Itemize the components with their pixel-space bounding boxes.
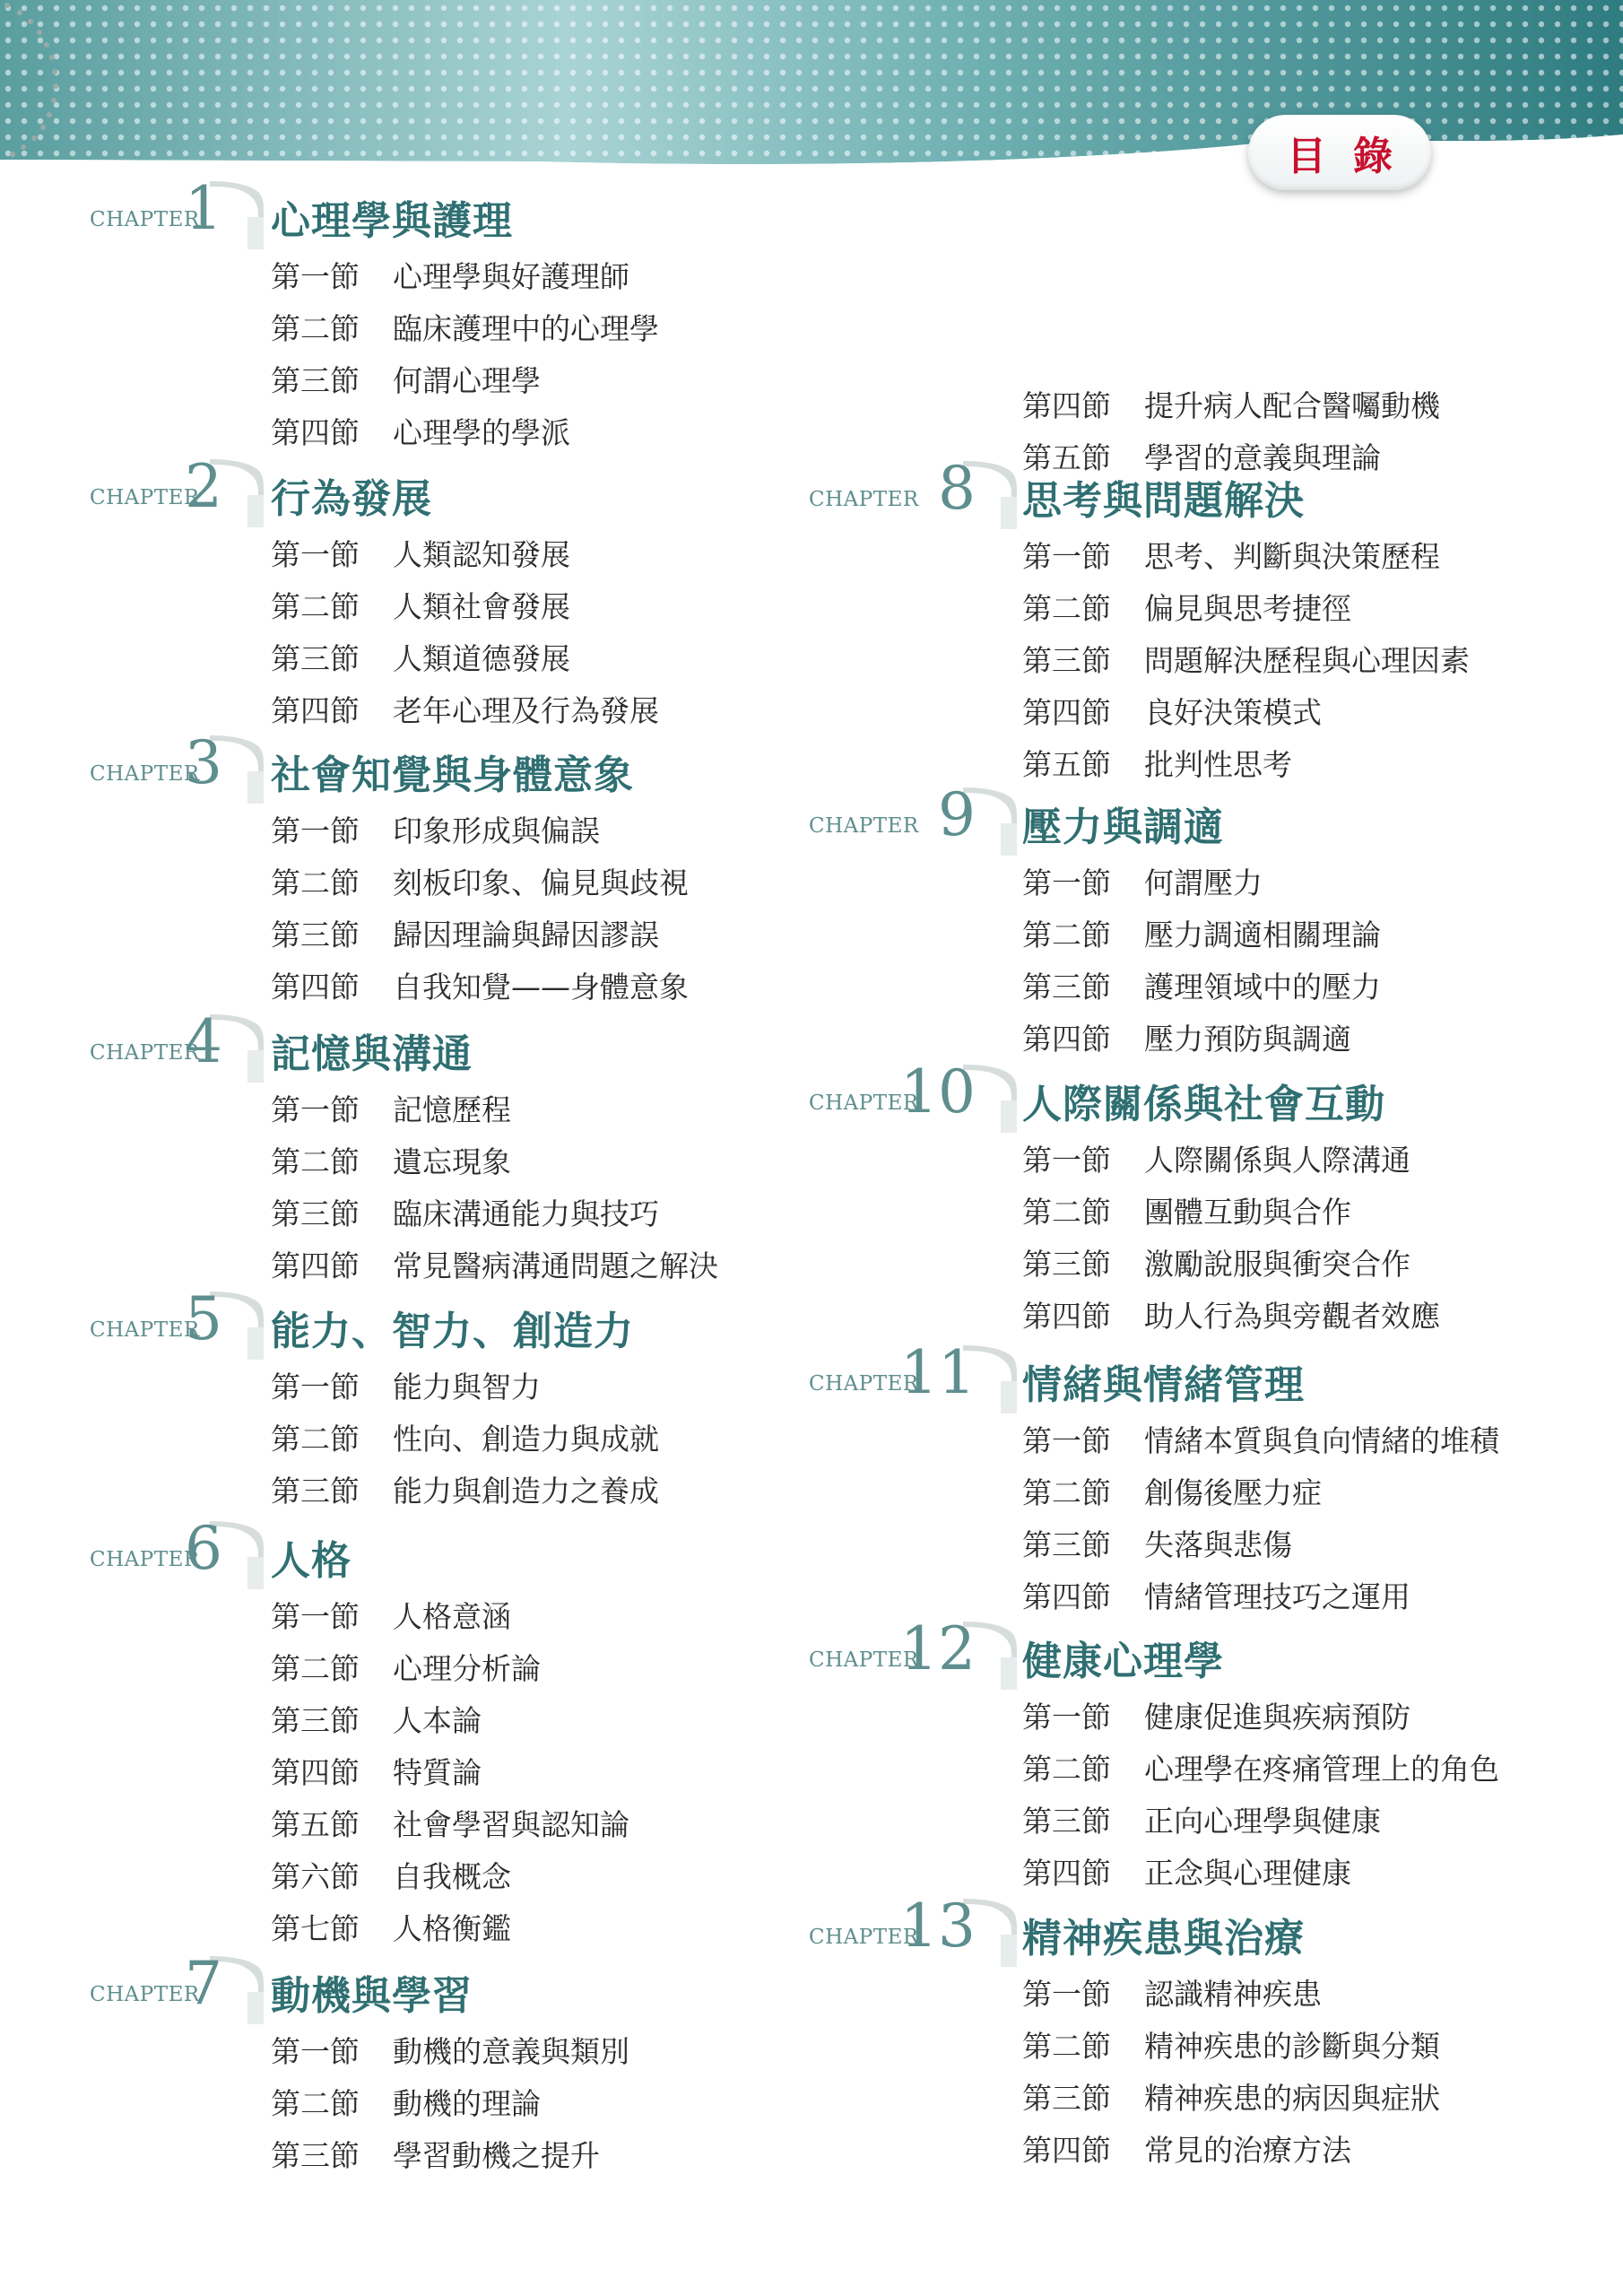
- section-label: 第四節: [1022, 1022, 1111, 1057]
- chapter-title: 精神疾患與治療: [1022, 1916, 1305, 1961]
- section-item: [1022, 857, 1263, 909]
- section-label: 第一節: [271, 1370, 360, 1405]
- section-title: 精神疾患的診斷與分類: [1144, 2029, 1440, 2064]
- section-item: [271, 1799, 629, 1851]
- chapter-word: CHAPTER: [809, 1091, 919, 1115]
- section-title: 能力與智力: [393, 1370, 541, 1405]
- section-label: 第二節: [271, 589, 360, 624]
- section-label: 第一節: [1022, 1700, 1111, 1735]
- toc-label: 目錄: [1287, 134, 1419, 179]
- section-label: 第三節: [271, 2138, 360, 2173]
- section-label: 第二節: [271, 311, 360, 346]
- section-label: 第二節: [271, 1144, 360, 1179]
- section-item: [271, 2130, 600, 2182]
- section-item: [271, 1240, 718, 1292]
- section-label: 第一節: [1022, 539, 1111, 574]
- section-label: 第四節: [1022, 1579, 1111, 1614]
- section-item: [271, 961, 689, 1013]
- section-item: [1022, 1969, 1322, 2021]
- chapter-word: CHAPTER: [90, 1548, 200, 1571]
- section-label: 第三節: [1022, 970, 1111, 1004]
- section-label: 第三節: [271, 363, 360, 398]
- section-label: 第一節: [1022, 1977, 1111, 2012]
- section-title: 失落與悲傷: [1144, 1527, 1292, 1562]
- section-item: [1022, 1239, 1410, 1291]
- section-item: [1022, 1291, 1440, 1343]
- section-item: [1022, 1744, 1499, 1796]
- section-label: 第二節: [1022, 2029, 1111, 2064]
- section-label: 第五節: [1022, 747, 1111, 782]
- section-item: [1022, 2021, 1440, 2073]
- section-label: 第三節: [271, 641, 360, 676]
- chapter-number: 1: [185, 174, 222, 243]
- section-item: [1022, 635, 1470, 687]
- chapter-word: CHAPTER: [809, 1648, 919, 1672]
- chapter-number: 2: [185, 452, 222, 521]
- section-item: [1022, 1187, 1351, 1239]
- section-title: 人類道德發展: [393, 641, 570, 676]
- chapter-number: 10: [900, 1057, 976, 1126]
- section-item: [1022, 531, 1440, 583]
- section-title: 護理領域中的壓力: [1144, 970, 1381, 1004]
- section-item: [271, 1413, 659, 1465]
- section-title: 性向、創造力與成就: [393, 1422, 659, 1457]
- chapter-title: 人際關係與社會互動: [1022, 1082, 1385, 1127]
- section-label: 第七節: [271, 1911, 360, 1946]
- section-item: [271, 1465, 659, 1518]
- chapter-title: 動機與學習: [271, 1973, 473, 2019]
- section-title: 歸因理論與歸因謬誤: [393, 918, 659, 952]
- chapter-title: 行為發展: [271, 476, 432, 522]
- section-label: 第四節: [271, 693, 360, 728]
- section-label: 第三節: [1022, 1247, 1111, 1282]
- section-item: [271, 529, 570, 581]
- section-title: 助人行為與旁觀者效應: [1144, 1299, 1440, 1334]
- section-title: 批判性思考: [1144, 747, 1292, 782]
- chapter-title: 能力、智力、創造力: [271, 1309, 634, 1354]
- section-title: 人格意涵: [393, 1599, 511, 1634]
- chapter-word: CHAPTER: [90, 762, 200, 786]
- section-title: 動機的意義與類別: [393, 2034, 629, 2069]
- section-item: [271, 2078, 541, 2130]
- section-title: 心理學在疼痛管理上的角色: [1144, 1752, 1499, 1787]
- chapter-title: 健康心理學: [1022, 1639, 1224, 1684]
- chapter-word: CHAPTER: [809, 1372, 919, 1396]
- section-label: 第三節: [271, 1474, 360, 1509]
- section-title: 精神疾患的病因與症狀: [1144, 2081, 1440, 2116]
- section-label: 第四節: [1022, 388, 1111, 423]
- chapter-number: 8: [938, 454, 976, 523]
- chapter-heading: [0, 1338, 1305, 1415]
- section-item: [271, 407, 570, 459]
- section-title: 正向心理學與健康: [1144, 1804, 1381, 1839]
- section-title: 臨床溝通能力與技巧: [393, 1196, 659, 1231]
- section-title: 心理學的學派: [393, 415, 570, 450]
- chapter-number: 11: [900, 1338, 976, 1407]
- chapter-word: CHAPTER: [90, 1983, 200, 2006]
- section-item: [271, 1695, 482, 1747]
- chapter-heading: [0, 780, 1224, 857]
- section-item: [1022, 1467, 1322, 1519]
- section-title: 認識精神疾患: [1144, 1977, 1322, 2012]
- section-item: [1022, 1571, 1410, 1623]
- section-label: 第一節: [271, 537, 360, 572]
- section-item: [271, 2026, 629, 2078]
- section-item: [1022, 909, 1381, 961]
- section-label: 第四節: [1022, 695, 1111, 730]
- section-item: [1022, 1415, 1499, 1467]
- section-item: [271, 581, 570, 633]
- section-label: 第二節: [271, 1422, 360, 1457]
- section-item: [271, 857, 689, 909]
- section-item: [1022, 1692, 1410, 1744]
- section-label: 第三節: [1022, 1804, 1111, 1839]
- section-title: 刻板印象、偏見與歧視: [393, 865, 689, 900]
- section-item: [271, 1188, 659, 1240]
- chapter-heading: [0, 1614, 1224, 1692]
- section-label: 第四節: [271, 1248, 360, 1283]
- section-item: [271, 909, 659, 961]
- section-title: 老年心理及行為發展: [393, 693, 659, 728]
- section-label: 第二節: [271, 1651, 360, 1686]
- section-label: 第四節: [271, 970, 360, 1004]
- section-item: [1022, 739, 1292, 791]
- section-item: [1022, 380, 1440, 432]
- chapter-number: 7: [185, 1949, 222, 2018]
- section-title: 思考、判斷與決策歷程: [1144, 539, 1440, 574]
- section-label: 第二節: [1022, 1752, 1111, 1787]
- section-item: [1022, 1135, 1410, 1187]
- section-title: 問題解決歷程與心理因素: [1144, 643, 1470, 678]
- section-label: 第三節: [271, 1196, 360, 1231]
- section-title: 自我知覺——身體意象: [393, 970, 689, 1004]
- chapter-word: CHAPTER: [809, 814, 919, 838]
- section-title: 何謂壓力: [1144, 865, 1263, 900]
- section-title: 人本論: [393, 1703, 482, 1738]
- chapter-number: 6: [185, 1514, 222, 1583]
- section-item: [271, 633, 570, 685]
- section-title: 偏見與思考捷徑: [1144, 591, 1351, 626]
- section-title: 人際關係與人際溝通: [1144, 1143, 1410, 1178]
- section-title: 心理學與好護理師: [393, 259, 629, 294]
- chapter-word: CHAPTER: [809, 488, 919, 511]
- section-label: 第三節: [1022, 1527, 1111, 1562]
- section-title: 印象形成與偏誤: [393, 813, 600, 848]
- chapter-number: 4: [185, 1007, 222, 1076]
- section-label: 第三節: [271, 918, 360, 952]
- chapter-number: 3: [185, 728, 222, 797]
- section-label: 第四節: [1022, 1299, 1111, 1334]
- section-item: [271, 1136, 511, 1188]
- section-title: 激勵說服與衝突合作: [1144, 1247, 1410, 1282]
- section-item: [271, 1747, 482, 1799]
- section-label: 第二節: [271, 865, 360, 900]
- section-title: 何謂心理學: [393, 363, 541, 398]
- section-title: 臨床護理中的心理學: [393, 311, 659, 346]
- section-title: 學習的意義與理論: [1144, 440, 1381, 475]
- section-item: [271, 251, 629, 303]
- chapter-number: 9: [938, 780, 976, 849]
- section-title: 創傷後壓力症: [1144, 1475, 1322, 1510]
- section-title: 自我概念: [393, 1859, 511, 1894]
- section-item: [1022, 1519, 1292, 1571]
- section-title: 心理分析論: [393, 1651, 541, 1686]
- section-label: 第二節: [1022, 1195, 1111, 1230]
- section-item: [271, 303, 659, 355]
- section-item: [271, 355, 541, 407]
- chapter-title: 社會知覺與身體意象: [271, 752, 634, 798]
- section-label: 第三節: [1022, 643, 1111, 678]
- section-title: 情緒本質與負向情緒的堆積: [1144, 1423, 1499, 1458]
- section-title: 良好決策模式: [1144, 695, 1322, 730]
- section-title: 正念與心理健康: [1144, 1856, 1351, 1891]
- chapter-word: CHAPTER: [809, 1926, 919, 1949]
- chapter-word: CHAPTER: [90, 1041, 200, 1065]
- section-title: 人類認知發展: [393, 537, 570, 572]
- section-title: 提升病人配合醫囑動機: [1144, 388, 1440, 423]
- section-title: 學習動機之提升: [393, 2138, 600, 2173]
- section-title: 特質論: [393, 1755, 482, 1790]
- section-item: [1022, 961, 1381, 1013]
- section-item: [1022, 1848, 1351, 1900]
- section-label: 第二節: [1022, 591, 1111, 626]
- section-item: [1022, 687, 1322, 739]
- section-title: 常見醫病溝通問題之解決: [393, 1248, 718, 1283]
- tab-dots-decoration: [0, 0, 72, 179]
- section-label: 第三節: [271, 1703, 360, 1738]
- section-label: 第一節: [271, 2034, 360, 2069]
- section-title: 遺忘現象: [393, 1144, 511, 1179]
- section-item: [1022, 2073, 1440, 2125]
- section-item: [1022, 1796, 1381, 1848]
- section-label: 第四節: [1022, 1856, 1111, 1891]
- chapter-title: 思考與問題解決: [1022, 478, 1305, 524]
- section-label: 第四節: [1022, 2133, 1111, 2168]
- section-label: 第一節: [271, 1092, 360, 1127]
- chapter-title: 人格: [271, 1538, 352, 1584]
- chapter-heading: [0, 1057, 1385, 1135]
- section-title: 壓力預防與調適: [1144, 1022, 1351, 1057]
- section-label: 第五節: [1022, 440, 1111, 475]
- section-item: [1022, 583, 1351, 635]
- section-title: 情緒管理技巧之運用: [1144, 1579, 1410, 1614]
- chapter-heading: [0, 1516, 807, 1591]
- chapter-heading: [0, 176, 807, 251]
- chapter-word: CHAPTER: [90, 208, 200, 231]
- section-label: 第二節: [1022, 918, 1111, 952]
- chapter-number: 12: [900, 1614, 976, 1683]
- section-title: 動機的理論: [393, 2086, 541, 2121]
- section-label: 第六節: [271, 1859, 360, 1894]
- section-label: 第二節: [1022, 1475, 1111, 1510]
- section-title: 團體互動與合作: [1144, 1195, 1351, 1230]
- section-label: 第四節: [271, 1755, 360, 1790]
- section-label: 第一節: [1022, 1143, 1111, 1178]
- section-label: 第一節: [1022, 1423, 1111, 1458]
- section-label: 第四節: [271, 415, 360, 450]
- section-label: 第一節: [271, 813, 360, 848]
- chapter-title: 壓力與調適: [1022, 804, 1224, 850]
- chapter-title: 記憶與溝通: [271, 1031, 473, 1077]
- section-label: 第五節: [271, 1807, 360, 1842]
- section-title: 壓力調適相關理論: [1144, 918, 1381, 952]
- section-title: 人格衡鑑: [393, 1911, 511, 1946]
- section-title: 記憶歷程: [393, 1092, 511, 1127]
- chapter-number: 13: [900, 1892, 976, 1961]
- section-title: 能力與創造力之養成: [393, 1474, 659, 1509]
- toc-tab: [1248, 115, 1431, 190]
- section-item: [1022, 1013, 1351, 1065]
- section-label: 第三節: [1022, 2081, 1111, 2116]
- section-label: 第一節: [271, 1599, 360, 1634]
- section-title: 社會學習與認知論: [393, 1807, 629, 1842]
- section-label: 第二節: [271, 2086, 360, 2121]
- chapter-heading: [0, 1892, 1305, 1969]
- section-title: 人類社會發展: [393, 589, 570, 624]
- chapter-title: 情緒與情緒管理: [1022, 1362, 1305, 1408]
- section-title: 常見的治療方法: [1144, 2133, 1351, 2168]
- chapter-word: CHAPTER: [90, 486, 200, 509]
- chapter-title: 心理學與護理: [271, 198, 513, 244]
- section-item: [1022, 2125, 1351, 2177]
- section-title: 健康促進與疾病預防: [1144, 1700, 1410, 1735]
- section-label: 第一節: [271, 259, 360, 294]
- chapter-word: CHAPTER: [90, 1318, 200, 1342]
- section-label: 第一節: [1022, 865, 1111, 900]
- chapter-number: 5: [185, 1284, 222, 1353]
